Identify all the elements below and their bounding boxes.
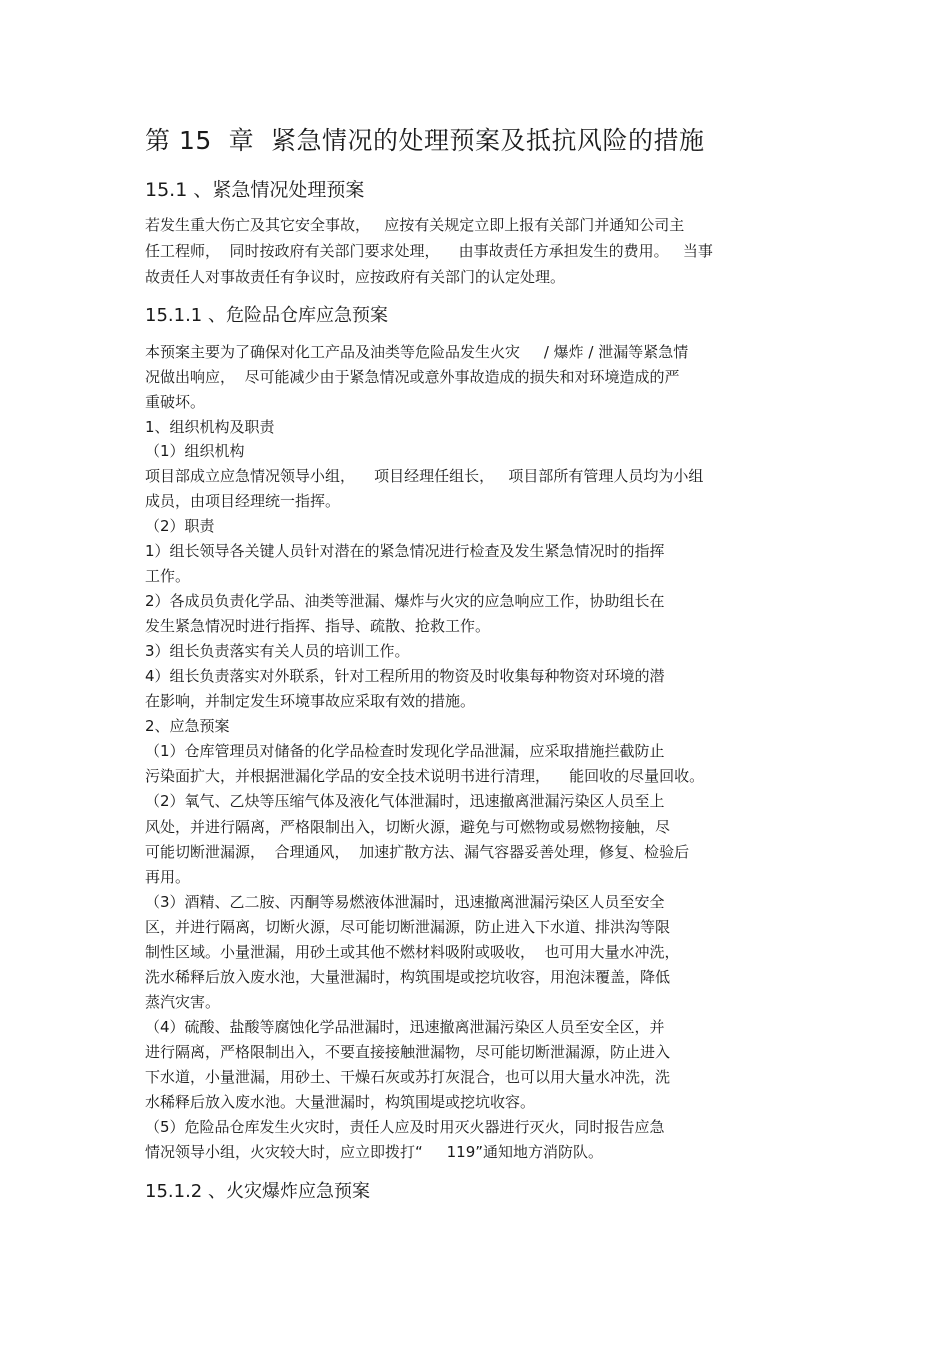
- chapter-title: 第 15 章 紧急情况的处理预案及抵抗风险的措施: [145, 126, 705, 155]
- paragraph-line: （2）氧气、乙炔等压缩气体及液化气体泄漏时，迅速撤离泄漏污染区人员至上: [145, 792, 665, 810]
- paragraph-line: 况做出响应， 尽可能减少由于紧急情况或意外事故造成的损失和对环境造成的严: [145, 368, 680, 386]
- paragraph-line: 若发生重大伤亡及其它安全事故， 应按有关规定立即上报有关部门并通知公司主: [145, 216, 685, 234]
- paragraph-line: 4）组长负责落实对外联系，针对工程所用的物资及时收集每种物资对环境的潜: [145, 667, 665, 685]
- section-heading-15-1-1: 15.1.1 、危险品仓库应急预案: [145, 305, 388, 326]
- paragraph-line: 洗水稀释后放入废水池，大量泄漏时，构筑围堤或挖坑收容，用泡沫覆盖，降低: [145, 968, 671, 986]
- paragraph-line: 本预案主要为了确保对化工产品及油类等危险品发生火灾 / 爆炸 / 泄漏等紧急情: [145, 343, 689, 361]
- paragraph-line: 故责任人对事故责任有争议时，应按政府有关部门的认定处理。: [145, 268, 566, 286]
- section-heading-15-1: 15.1 、紧急情况处理预案: [145, 179, 365, 201]
- paragraph-line: 发生紧急情况时进行指挥、指导、疏散、抢救工作。: [145, 617, 491, 635]
- paragraph-line: 2）各成员负责化学品、油类等泄漏、爆炸与火灾的应急响应工作，协助组长在: [145, 592, 665, 610]
- paragraph-line: 重破坏。: [145, 393, 206, 411]
- list-subheading: （1）组织机构: [145, 442, 245, 460]
- paragraph-line: 工作。: [145, 567, 191, 585]
- list-heading: 2、应急预案: [145, 717, 230, 735]
- paragraph-line: （1）仓库管理员对储备的化学品检查时发现化学品泄漏，应采取措施拦截防止: [145, 742, 665, 760]
- paragraph-line: 再用。: [145, 868, 191, 886]
- paragraph-line: 情况领导小组，火灾较大时，应立即拨打“ 119”通知地方消防队。: [145, 1143, 604, 1161]
- paragraph-line: 任工程师， 同时按政府有关部门要求处理， 由事故责任方承担发生的费用。 当事: [145, 242, 713, 260]
- paragraph-line: 污染面扩大，并根据泄漏化学品的安全技术说明书进行清理， 能回收的尽量回收。: [145, 767, 705, 785]
- section-heading-15-1-2: 15.1.2 、火灾爆炸应急预案: [145, 1181, 370, 1202]
- paragraph-line: 区，并进行隔离，切断火源，尽可能切断泄漏源，防止进入下水道、排洪沟等限: [145, 918, 671, 936]
- paragraph-line: 风处，并进行隔离，严格限制出入，切断火源，避免与可燃物或易燃物接触，尽: [145, 818, 671, 836]
- paragraph-line: 可能切断泄漏源， 合理通风， 加速扩散方法、漏气容器妥善处理，修复、检验后: [145, 843, 690, 861]
- paragraph-line: 蒸汽灾害。: [145, 993, 221, 1011]
- paragraph-line: 成员，由项目经理统一指挥。: [145, 492, 341, 510]
- paragraph-line: 3）组长负责落实有关人员的培训工作。: [145, 642, 410, 660]
- list-subheading: （2）职责: [145, 517, 215, 535]
- paragraph-line: 下水道，小量泄漏，用砂土、干燥石灰或苏打灰混合，也可以用大量水冲洗，洗: [145, 1068, 671, 1086]
- list-heading: 1、组织机构及职责: [145, 418, 275, 436]
- paragraph-line: 在影响，并制定发生环境事故应采取有效的措施。: [145, 692, 476, 710]
- paragraph-line: （4）硫酸、盐酸等腐蚀化学品泄漏时，迅速撤离泄漏污染区人员至安全区，并: [145, 1018, 665, 1036]
- paragraph-line: 制性区域。小量泄漏，用砂土或其他不燃材料吸附或吸收， 也可用大量水冲洗，: [145, 943, 680, 961]
- paragraph-line: 项目部成立应急情况领导小组， 项目经理任组长， 项目部所有管理人员均为小组: [145, 467, 704, 485]
- paragraph-line: （3）酒精、乙二胺、丙酮等易燃液体泄漏时，迅速撤离泄漏污染区人员至安全: [145, 893, 665, 911]
- paragraph-line: （5）危险品仓库发生火灾时，责任人应及时用灭火器进行灭火，同时报告应急: [145, 1118, 665, 1136]
- paragraph-line: 水稀释后放入废水池。大量泄漏时，构筑围堤或挖坑收容。: [145, 1093, 536, 1111]
- paragraph-line: 1）组长领导各关键人员针对潜在的紧急情况进行检查及发生紧急情况时的指挥: [145, 542, 665, 560]
- paragraph-line: 进行隔离，严格限制出入，不要直接接触泄漏物，尽可能切断泄漏源，防止进入: [145, 1043, 671, 1061]
